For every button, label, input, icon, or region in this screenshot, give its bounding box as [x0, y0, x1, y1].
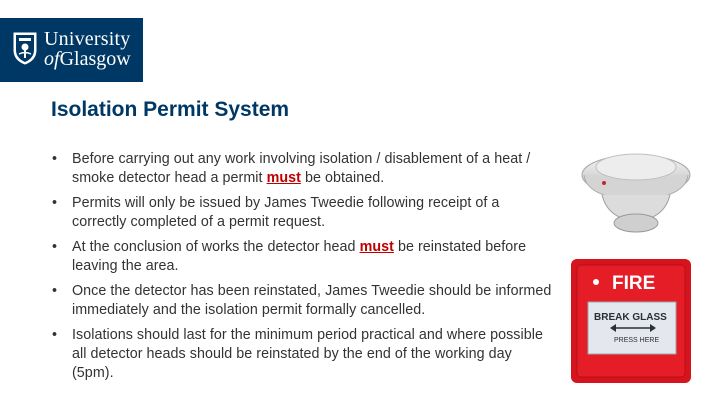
smoke-detector-image	[580, 145, 692, 235]
university-logo	[0, 18, 143, 82]
page-title: Isolation Permit System	[51, 98, 290, 121]
crest-icon	[13, 32, 37, 65]
logo-glasgow-text	[44, 49, 131, 69]
bullet-text-before: Before carrying out any work involving isolation / disablement of a heat / smoke detector head a permit	[72, 151, 531, 186]
emphasis-must: must	[266, 170, 301, 186]
fire-label: FIRE	[612, 273, 656, 294]
press-here-label: PRESS HERE	[614, 337, 660, 344]
bullet-text: Permits will only be issued by James Tweedie following receipt of a correctly completed of a permit request.	[72, 195, 500, 230]
bullet-list	[52, 150, 552, 389]
bullet-item	[52, 194, 552, 232]
bullet-text-after: be reinstated before leaving the area.	[72, 239, 527, 274]
logo-university-text: University	[44, 28, 131, 50]
emphasis-must: must	[359, 239, 394, 255]
bullet-item	[52, 282, 552, 320]
logo-of-text: of	[44, 48, 60, 70]
bullet-item	[52, 238, 552, 276]
bullet-text: Isolations should last for the minimum period practical and where possible all detector heads should be reinstated by the end of the working day (5pm).	[72, 327, 543, 381]
break-glass-label: BREAK GLASS	[594, 312, 667, 323]
fire-alarm-icon	[570, 258, 692, 384]
fire-call-point-image	[570, 258, 692, 384]
bullet-text: Once the detector has been reinstated, James Tweedie should be informed immediately and the isolation permit formally cancelled.	[72, 283, 552, 318]
bullet-text-after: be obtained.	[300, 170, 385, 186]
bullet-item	[52, 326, 552, 383]
bullet-text-before: At the conclusion of works the detector head	[72, 239, 360, 255]
logo-glasgow-word: Glasgow	[59, 48, 131, 70]
bullet-item	[52, 150, 552, 188]
